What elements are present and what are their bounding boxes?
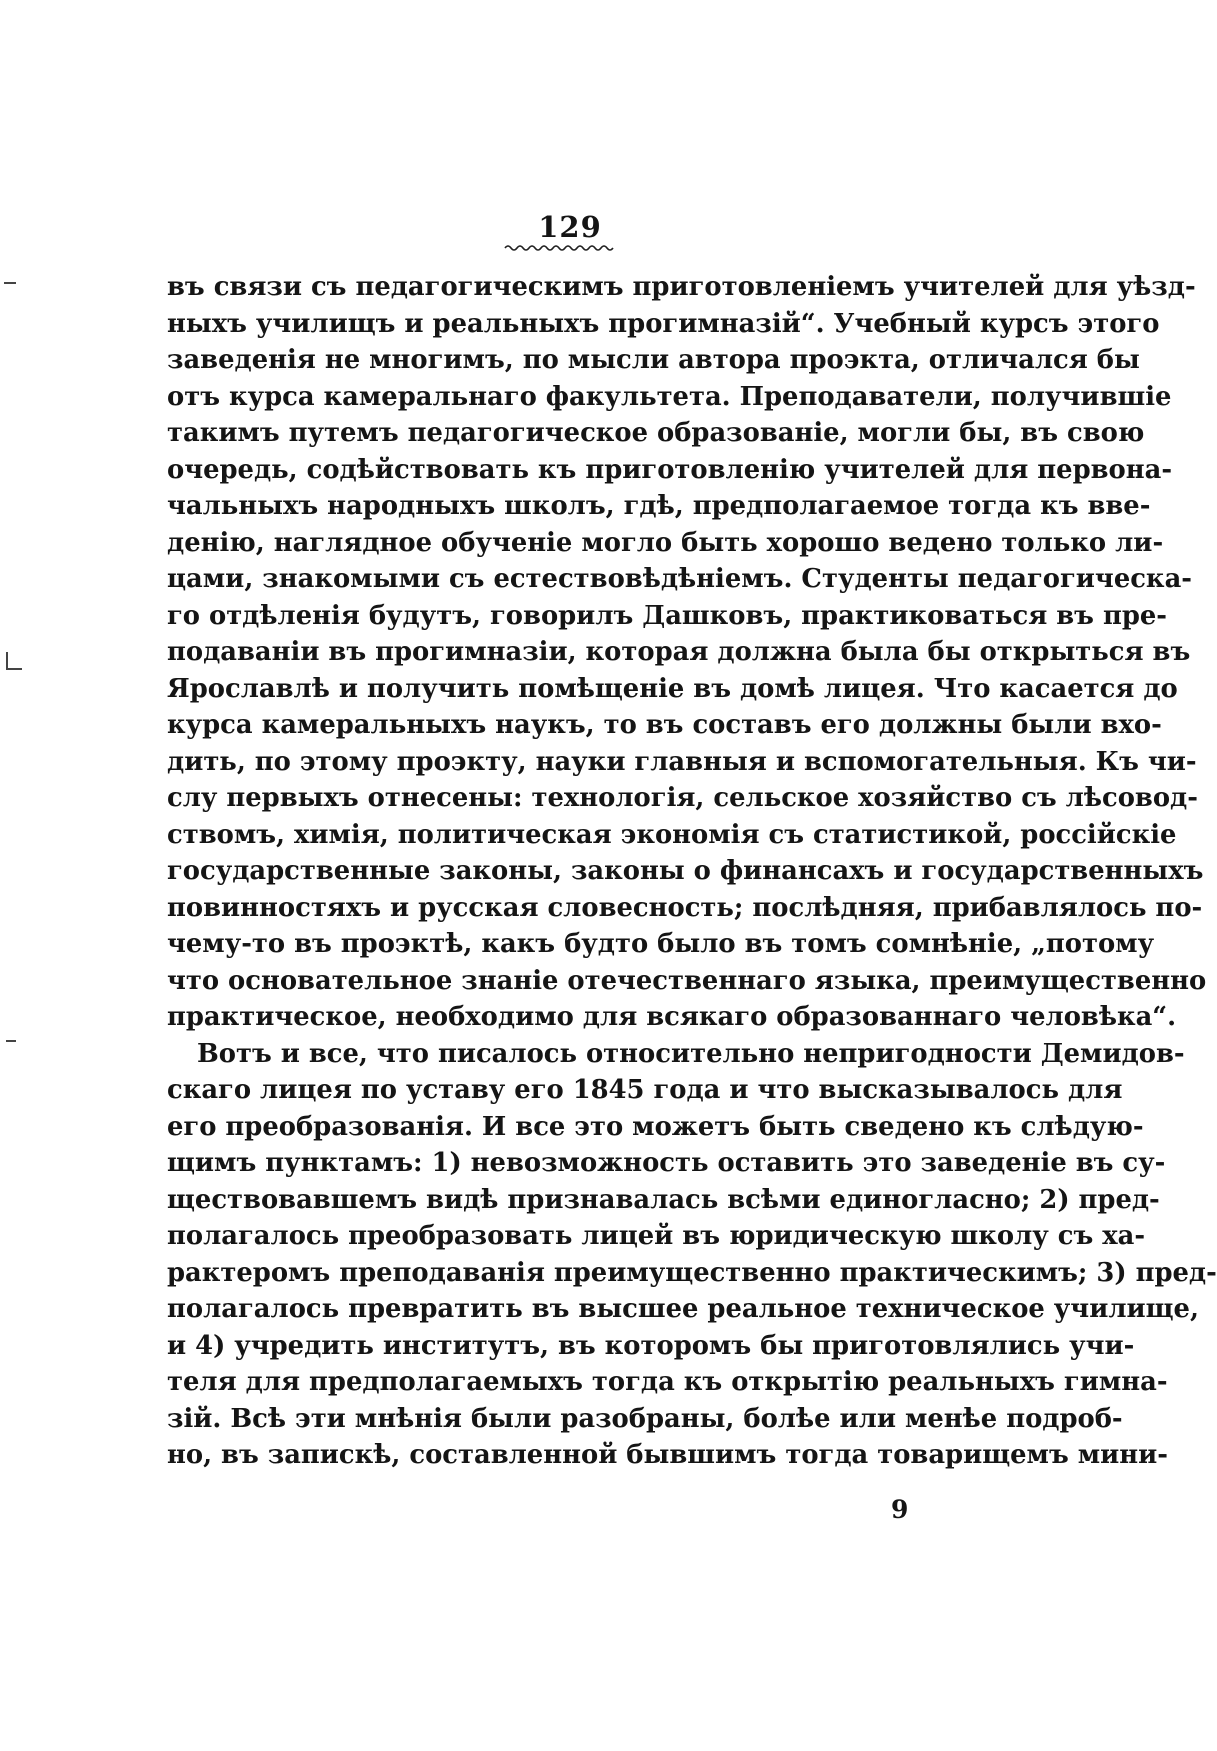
text-line: дить, по этому проэкту, науки главныя и вспомогательныя. Къ чи- <box>167 746 1197 777</box>
text-line: подаваніи въ прогимназіи, которая должна была бы открыться въ <box>167 637 1191 667</box>
text-line: и 4) учредить институтъ, въ которомъ бы приготовлялись учи- <box>167 1330 1135 1361</box>
text-line: рактеромъ преподаванія преимущественно практическимъ; 3) пред- <box>167 1257 1217 1288</box>
text-line: отъ курса камеральнаго факультета. Преподаватели, получившіе <box>167 381 1172 412</box>
text-line: государственные законы, законы о финансахъ и государственныхъ <box>167 856 1204 886</box>
text-line: цами, знакомыми съ естествовѣдѣніемъ. Студенты педагогическа- <box>167 564 1192 594</box>
text-line: Ярославлѣ и получить помѣщеніе въ домѣ лицея. Что касается до <box>167 673 1178 704</box>
text-line: но, въ запискѣ, составленной бывшимъ тогда товарищемъ мини- <box>167 1440 1168 1470</box>
text-line: го отдѣленія будутъ, говорилъ Дашковъ, практиковаться въ пре- <box>167 600 1167 631</box>
text-line: полагалось превратить въ высшее реальное техническое училище, <box>167 1294 1199 1324</box>
paragraph <box>167 1036 1217 1474</box>
text-line: щимъ пунктамъ: 1) невозможность оставить это заведеніе въ су- <box>167 1148 1166 1178</box>
text-line: зій. Всѣ эти мнѣнія были разобраны, болѣе или менѣе подроб- <box>167 1403 1123 1434</box>
text-line: въ связи съ педагогическимъ приготовленіемъ учителей для уѣзд- <box>167 272 1196 302</box>
text-line: очередь, содѣйствовать къ приготовленію учителей для первона- <box>167 454 1173 485</box>
text-line: практическое, необходимо для всякаго образованнаго человѣка“. <box>167 1002 1177 1032</box>
text-line: ствомъ, химія, политическая экономія съ статистикой, россійскіе <box>167 819 1177 850</box>
scan-margin-mark <box>4 282 16 284</box>
text-line: ществовавшемъ видѣ признавалась всѣми единогласно; 2) пред- <box>167 1184 1160 1215</box>
signature-mark: 9 <box>891 1495 909 1524</box>
text-line: заведенія не многимъ, по мысли автора проэкта, отличался бы <box>167 345 1140 375</box>
wavy-rule-ornament <box>505 244 613 252</box>
paragraph <box>167 269 1207 1036</box>
text-line: повинностяхъ и русская словесность; послѣдняя, прибавлялось по- <box>167 892 1203 923</box>
text-line: скаго лицея по уставу его 1845 года и что высказывалось для <box>167 1075 1123 1105</box>
scan-margin-mark <box>6 668 22 670</box>
body-text <box>167 269 1217 1474</box>
text-line: такимъ путемъ педагогическое образованіе, могли бы, въ свою <box>167 418 1145 448</box>
text-line: слу первыхъ отнесены: технологія, сельское хозяйство съ лѣсовод- <box>167 783 1198 813</box>
page-number: 129 <box>538 210 602 244</box>
text-line: чальныхъ народныхъ школъ, гдѣ, предполагаемое тогда къ вве- <box>167 491 1151 521</box>
text-line: ныхъ училищъ и реальныхъ прогимназій“. Учебный курсъ этого <box>167 308 1160 339</box>
text-line: его преобразованія. И все это можетъ быть сведено къ слѣдую- <box>167 1111 1144 1142</box>
text-line: денію, наглядное обученіе могло быть хорошо ведено только ли- <box>167 527 1164 558</box>
text-line: курса камеральныхъ наукъ, то въ составъ его должны были вхо- <box>167 710 1162 740</box>
text-line: чему-то въ проэктѣ, какъ будто было въ томъ сомнѣніе, „потому <box>167 929 1155 959</box>
text-line: что основательное знаніе отечественнаго языка, преимущественно <box>167 965 1207 996</box>
text-line: Вотъ и все, что писалось относительно непригодности Демидов- <box>197 1038 1185 1069</box>
scan-margin-mark <box>6 1040 16 1042</box>
text-line: полагалось преобразовать лицей въ юридическую школу съ ха- <box>167 1221 1146 1251</box>
text-line: теля для предполагаемыхъ тогда къ открытію реальныхъ гимна- <box>167 1367 1168 1397</box>
